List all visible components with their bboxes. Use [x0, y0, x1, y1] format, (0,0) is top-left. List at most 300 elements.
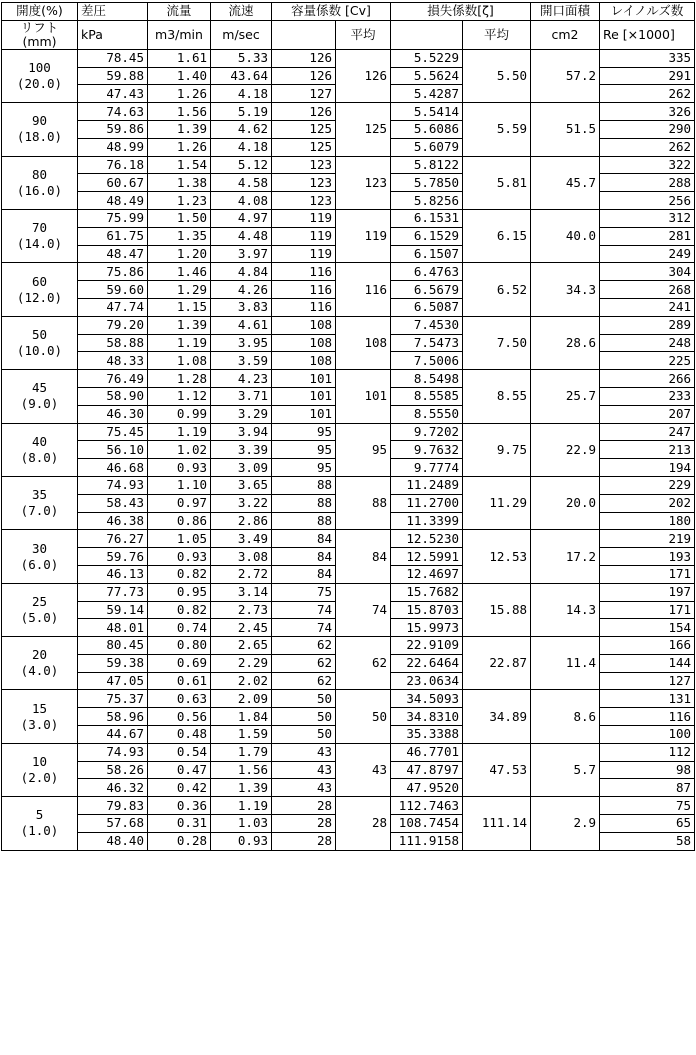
lift-value: (7.0): [20, 503, 59, 519]
velocity-cell: 1.56: [211, 761, 272, 779]
flow-cell: 1.40: [148, 67, 211, 85]
cv-cell: 108: [272, 334, 336, 352]
re-cell: 291: [600, 67, 695, 85]
cv-cell: 101: [272, 370, 336, 388]
cv-cell: 84: [272, 530, 336, 548]
table-row: [2, 690, 695, 708]
zeta-cell: 5.8122: [391, 156, 463, 174]
re-cell: 75: [600, 797, 695, 815]
area-cell: 2.9: [531, 797, 600, 850]
zeta-average-cell: 5.59: [463, 103, 531, 156]
area-unit: cm2: [531, 20, 600, 49]
zeta-cell: 22.6464: [391, 654, 463, 672]
cv-cell: 101: [272, 405, 336, 423]
zeta-cell: 8.5550: [391, 405, 463, 423]
zeta-cell: 34.8310: [391, 708, 463, 726]
zeta-cell: 47.9520: [391, 779, 463, 797]
flow-cell: 0.48: [148, 726, 211, 744]
velocity-cell: 4.18: [211, 85, 272, 103]
lift-value: (14.0): [16, 236, 63, 252]
cv-average-cell: 62: [336, 637, 391, 690]
flow-cell: 1.08: [148, 352, 211, 370]
lift-value: (4.0): [20, 663, 59, 679]
zeta-average-cell: 5.50: [463, 49, 531, 102]
table-row: [2, 316, 695, 334]
opening-cell: [2, 423, 78, 476]
opening-value: 90: [31, 113, 48, 129]
re-cell: 171: [600, 601, 695, 619]
velocity-cell: 4.58: [211, 174, 272, 192]
flow-cell: 1.26: [148, 138, 211, 156]
flow-cell: 0.93: [148, 548, 211, 566]
velocity-cell: 1.03: [211, 815, 272, 833]
pressure-cell: 59.88: [78, 67, 148, 85]
velocity-unit: m/sec: [211, 20, 272, 49]
velocity-cell: 4.97: [211, 209, 272, 227]
velocity-cell: 3.95: [211, 334, 272, 352]
re-cell: 248: [600, 334, 695, 352]
cv-average-cell: 74: [336, 583, 391, 636]
zeta-cell: 111.9158: [391, 832, 463, 850]
flow-cell: 0.95: [148, 583, 211, 601]
zeta-average-cell: 47.53: [463, 743, 531, 796]
cv-cell: 28: [272, 832, 336, 850]
re-cell: 202: [600, 494, 695, 512]
pressure-cell: 78.45: [78, 49, 148, 67]
flow-cell: 1.29: [148, 281, 211, 299]
cv-cell: 43: [272, 779, 336, 797]
area-cell: 57.2: [531, 49, 600, 102]
zeta-average-cell: 8.55: [463, 370, 531, 423]
opening-cell: [2, 156, 78, 209]
zeta-cell: 9.7202: [391, 423, 463, 441]
zeta-average-cell: 11.29: [463, 476, 531, 529]
cv-average-cell: 28: [336, 797, 391, 850]
table-row: [2, 370, 695, 388]
velocity-cell: 1.79: [211, 743, 272, 761]
zeta-cell: 6.5087: [391, 298, 463, 316]
zeta-cell: 6.1531: [391, 209, 463, 227]
zeta-cell: 5.5414: [391, 103, 463, 121]
table-row: [2, 209, 695, 227]
re-cell: 266: [600, 370, 695, 388]
opening-value: 50: [31, 326, 48, 342]
cv-average-cell: 84: [336, 530, 391, 583]
area-cell: 20.0: [531, 476, 600, 529]
lift-unit: (mm): [22, 33, 57, 49]
cv-average-cell: 125: [336, 103, 391, 156]
zeta-cell: 6.4763: [391, 263, 463, 281]
table-row: [2, 476, 695, 494]
re-cell: 312: [600, 209, 695, 227]
re-header: レイノルズ数: [600, 3, 695, 21]
pressure-cell: 59.76: [78, 548, 148, 566]
cv-cell: 108: [272, 316, 336, 334]
area-cell: 22.9: [531, 423, 600, 476]
opening-value: 35: [31, 487, 48, 503]
lift-value: (2.0): [20, 770, 59, 786]
zeta-cell: 8.5585: [391, 387, 463, 405]
pressure-cell: 58.96: [78, 708, 148, 726]
pressure-cell: 61.75: [78, 227, 148, 245]
cv-cell: 84: [272, 548, 336, 566]
flow-cell: 0.69: [148, 654, 211, 672]
area-cell: 40.0: [531, 209, 600, 262]
pressure-cell: 48.99: [78, 138, 148, 156]
re-cell: 262: [600, 138, 695, 156]
cv-cell: 125: [272, 138, 336, 156]
cv-cell: 62: [272, 637, 336, 655]
re-cell: 281: [600, 227, 695, 245]
velocity-cell: 3.49: [211, 530, 272, 548]
flow-cell: 0.82: [148, 565, 211, 583]
flow-cell: 1.61: [148, 49, 211, 67]
table-row: [2, 103, 695, 121]
re-cell: 207: [600, 405, 695, 423]
zeta-cell: 15.8703: [391, 601, 463, 619]
re-cell: 289: [600, 316, 695, 334]
zeta-cell: 7.4530: [391, 316, 463, 334]
zeta-cell: 46.7701: [391, 743, 463, 761]
re-cell: 100: [600, 726, 695, 744]
re-cell: 288: [600, 174, 695, 192]
pressure-cell: 79.83: [78, 797, 148, 815]
area-cell: 25.7: [531, 370, 600, 423]
velocity-cell: 3.08: [211, 548, 272, 566]
pressure-cell: 80.45: [78, 637, 148, 655]
pressure-cell: 48.47: [78, 245, 148, 263]
flow-cell: 1.23: [148, 192, 211, 210]
zeta-average-cell: 111.14: [463, 797, 531, 850]
velocity-cell: 1.19: [211, 797, 272, 815]
pressure-cell: 44.67: [78, 726, 148, 744]
cv-average-cell: 116: [336, 263, 391, 316]
flow-cell: 1.39: [148, 120, 211, 138]
area-cell: 17.2: [531, 530, 600, 583]
zeta-average-cell: 6.15: [463, 209, 531, 262]
velocity-header: 流速: [211, 3, 272, 21]
re-cell: 180: [600, 512, 695, 530]
re-cell: 194: [600, 459, 695, 477]
zeta-cell: 112.7463: [391, 797, 463, 815]
re-cell: 144: [600, 654, 695, 672]
opening-cell: [2, 209, 78, 262]
cv-cell: 116: [272, 263, 336, 281]
zeta-cell: 5.7850: [391, 174, 463, 192]
area-cell: 45.7: [531, 156, 600, 209]
zeta-cell: 15.7682: [391, 583, 463, 601]
zeta-header: 損失係数[ζ]: [391, 3, 531, 21]
cv-cell: 125: [272, 120, 336, 138]
velocity-cell: 0.93: [211, 832, 272, 850]
pressure-cell: 48.49: [78, 192, 148, 210]
re-cell: 225: [600, 352, 695, 370]
area-header: 開口面積: [531, 3, 600, 21]
velocity-cell: 1.84: [211, 708, 272, 726]
flow-cell: 0.47: [148, 761, 211, 779]
pressure-cell: 48.40: [78, 832, 148, 850]
pressure-cell: 76.27: [78, 530, 148, 548]
re-cell: 233: [600, 387, 695, 405]
flow-cell: 1.19: [148, 334, 211, 352]
cv-average-cell: 95: [336, 423, 391, 476]
cv-cell: 88: [272, 476, 336, 494]
flow-cell: 0.28: [148, 832, 211, 850]
opening-value: 100: [28, 59, 51, 75]
cv-cell: 95: [272, 459, 336, 477]
opening-header: 開度(%): [2, 3, 78, 21]
valve-data-table: [1, 2, 695, 851]
velocity-cell: 5.33: [211, 49, 272, 67]
pressure-cell: 48.33: [78, 352, 148, 370]
re-cell: 154: [600, 619, 695, 637]
pressure-cell: 47.05: [78, 672, 148, 690]
header-row-1: [2, 3, 695, 21]
re-cell: 87: [600, 779, 695, 797]
cv-cell: 108: [272, 352, 336, 370]
pressure-unit: kPa: [78, 20, 148, 49]
zeta-cell: 23.0634: [391, 672, 463, 690]
cv-blank: [272, 20, 336, 49]
flow-cell: 0.56: [148, 708, 211, 726]
zeta-cell: 5.5229: [391, 49, 463, 67]
opening-value: 20: [31, 647, 48, 663]
cv-cell: 123: [272, 192, 336, 210]
zeta-cell: 47.8797: [391, 761, 463, 779]
opening-value: 5: [35, 807, 44, 823]
flow-cell: 0.31: [148, 815, 211, 833]
flow-cell: 1.26: [148, 85, 211, 103]
pressure-cell: 57.68: [78, 815, 148, 833]
flow-cell: 0.99: [148, 405, 211, 423]
velocity-cell: 3.29: [211, 405, 272, 423]
zeta-cell: 34.5093: [391, 690, 463, 708]
pressure-cell: 46.38: [78, 512, 148, 530]
velocity-cell: 4.26: [211, 281, 272, 299]
flow-cell: 1.35: [148, 227, 211, 245]
cv-average-cell: 126: [336, 49, 391, 102]
lift-value: (3.0): [20, 716, 59, 732]
flow-cell: 0.36: [148, 797, 211, 815]
velocity-cell: 4.61: [211, 316, 272, 334]
zeta-cell: 35.3388: [391, 726, 463, 744]
flow-cell: 1.12: [148, 387, 211, 405]
table-row: [2, 743, 695, 761]
cv-cell: 123: [272, 174, 336, 192]
flow-cell: 1.28: [148, 370, 211, 388]
lift-value: (9.0): [20, 396, 59, 412]
pressure-cell: 58.43: [78, 494, 148, 512]
re-cell: 229: [600, 476, 695, 494]
zeta-cell: 11.2700: [391, 494, 463, 512]
pressure-cell: 74.63: [78, 103, 148, 121]
flow-cell: 0.86: [148, 512, 211, 530]
velocity-cell: 1.39: [211, 779, 272, 797]
cv-cell: 126: [272, 103, 336, 121]
re-cell: 131: [600, 690, 695, 708]
zeta-cell: 12.5230: [391, 530, 463, 548]
cv-cell: 88: [272, 512, 336, 530]
zeta-average-cell: 7.50: [463, 316, 531, 369]
flow-cell: 1.05: [148, 530, 211, 548]
opening-cell: [2, 370, 78, 423]
opening-value: 80: [31, 166, 48, 182]
cv-average-cell: 88: [336, 476, 391, 529]
pressure-cell: 59.14: [78, 601, 148, 619]
zeta-cell: 12.5991: [391, 548, 463, 566]
zeta-cell: 5.6079: [391, 138, 463, 156]
lift-value: (12.0): [16, 289, 63, 305]
flow-cell: 1.50: [148, 209, 211, 227]
pressure-cell: 74.93: [78, 476, 148, 494]
opening-value: 15: [31, 700, 48, 716]
flow-unit: m3/min: [148, 20, 211, 49]
pressure-cell: 47.43: [78, 85, 148, 103]
re-cell: 58: [600, 832, 695, 850]
cv-cell: 62: [272, 672, 336, 690]
flow-cell: 0.63: [148, 690, 211, 708]
lift-value: (10.0): [16, 342, 63, 358]
velocity-cell: 2.09: [211, 690, 272, 708]
cv-cell: 126: [272, 49, 336, 67]
velocity-cell: 2.86: [211, 512, 272, 530]
cv-cell: 50: [272, 726, 336, 744]
cv-cell: 28: [272, 815, 336, 833]
opening-cell: [2, 797, 78, 850]
re-cell: 290: [600, 120, 695, 138]
cv-cell: 43: [272, 743, 336, 761]
flow-cell: 1.46: [148, 263, 211, 281]
table-row: [2, 156, 695, 174]
zeta-avg-header: 平均: [463, 20, 531, 49]
re-cell: 193: [600, 548, 695, 566]
area-cell: 14.3: [531, 583, 600, 636]
lift-value: (1.0): [20, 823, 59, 839]
velocity-cell: 4.18: [211, 138, 272, 156]
cv-cell: 101: [272, 387, 336, 405]
lift-value: (18.0): [16, 129, 63, 145]
opening-cell: [2, 49, 78, 102]
re-cell: 247: [600, 423, 695, 441]
cv-cell: 127: [272, 85, 336, 103]
pressure-cell: 76.49: [78, 370, 148, 388]
flow-cell: 1.02: [148, 441, 211, 459]
zeta-average-cell: 5.81: [463, 156, 531, 209]
re-cell: 335: [600, 49, 695, 67]
cv-cell: 123: [272, 156, 336, 174]
cv-cell: 74: [272, 601, 336, 619]
velocity-cell: 2.72: [211, 565, 272, 583]
zeta-cell: 11.3399: [391, 512, 463, 530]
flow-cell: 0.54: [148, 743, 211, 761]
pressure-cell: 59.60: [78, 281, 148, 299]
velocity-cell: 2.45: [211, 619, 272, 637]
pressure-cell: 59.86: [78, 120, 148, 138]
pressure-cell: 79.20: [78, 316, 148, 334]
re-cell: 256: [600, 192, 695, 210]
flow-cell: 1.38: [148, 174, 211, 192]
opening-value: 45: [31, 380, 48, 396]
flow-cell: 0.93: [148, 459, 211, 477]
table-row: [2, 49, 695, 67]
zeta-cell: 5.8256: [391, 192, 463, 210]
velocity-cell: 3.71: [211, 387, 272, 405]
opening-value: 60: [31, 273, 48, 289]
opening-cell: [2, 743, 78, 796]
zeta-cell: 9.7774: [391, 459, 463, 477]
cv-header: 容量係数 [Cv]: [272, 3, 391, 21]
re-cell: 197: [600, 583, 695, 601]
zeta-cell: 5.5624: [391, 67, 463, 85]
re-cell: 268: [600, 281, 695, 299]
lift-value: (6.0): [20, 556, 59, 572]
re-cell: 112: [600, 743, 695, 761]
flow-cell: 0.80: [148, 637, 211, 655]
velocity-cell: 3.39: [211, 441, 272, 459]
pressure-cell: 56.10: [78, 441, 148, 459]
velocity-cell: 5.12: [211, 156, 272, 174]
cv-cell: 95: [272, 441, 336, 459]
cv-cell: 50: [272, 708, 336, 726]
velocity-cell: 3.14: [211, 583, 272, 601]
pressure-cell: 75.37: [78, 690, 148, 708]
re-cell: 304: [600, 263, 695, 281]
pressure-cell: 47.74: [78, 298, 148, 316]
pressure-cell: 46.13: [78, 565, 148, 583]
re-cell: 98: [600, 761, 695, 779]
zeta-average-cell: 15.88: [463, 583, 531, 636]
opening-value: 25: [31, 593, 48, 609]
cv-cell: 43: [272, 761, 336, 779]
lift-label: リフト: [20, 20, 59, 35]
opening-cell: [2, 263, 78, 316]
pressure-cell: 46.32: [78, 779, 148, 797]
table-row: [2, 530, 695, 548]
flow-cell: 0.61: [148, 672, 211, 690]
lift-header: [2, 20, 78, 49]
velocity-cell: 2.73: [211, 601, 272, 619]
zeta-cell: 7.5006: [391, 352, 463, 370]
cv-avg-header: 平均: [336, 20, 391, 49]
flow-cell: 1.19: [148, 423, 211, 441]
zeta-average-cell: 22.87: [463, 637, 531, 690]
re-cell: 65: [600, 815, 695, 833]
velocity-cell: 4.08: [211, 192, 272, 210]
pressure-cell: 59.38: [78, 654, 148, 672]
table-row: [2, 797, 695, 815]
velocity-cell: 3.09: [211, 459, 272, 477]
zeta-cell: 15.9973: [391, 619, 463, 637]
velocity-cell: 2.65: [211, 637, 272, 655]
opening-cell: [2, 637, 78, 690]
pressure-cell: 75.86: [78, 263, 148, 281]
zeta-cell: 5.4287: [391, 85, 463, 103]
area-cell: 34.3: [531, 263, 600, 316]
opening-value: 40: [31, 433, 48, 449]
velocity-cell: 3.59: [211, 352, 272, 370]
re-cell: 219: [600, 530, 695, 548]
velocity-cell: 3.97: [211, 245, 272, 263]
pressure-cell: 60.67: [78, 174, 148, 192]
opening-value: 70: [31, 220, 48, 236]
zeta-cell: 7.5473: [391, 334, 463, 352]
pressure-cell: 76.18: [78, 156, 148, 174]
zeta-average-cell: 6.52: [463, 263, 531, 316]
zeta-average-cell: 34.89: [463, 690, 531, 743]
zeta-cell: 6.1507: [391, 245, 463, 263]
cv-average-cell: 119: [336, 209, 391, 262]
cv-cell: 88: [272, 494, 336, 512]
